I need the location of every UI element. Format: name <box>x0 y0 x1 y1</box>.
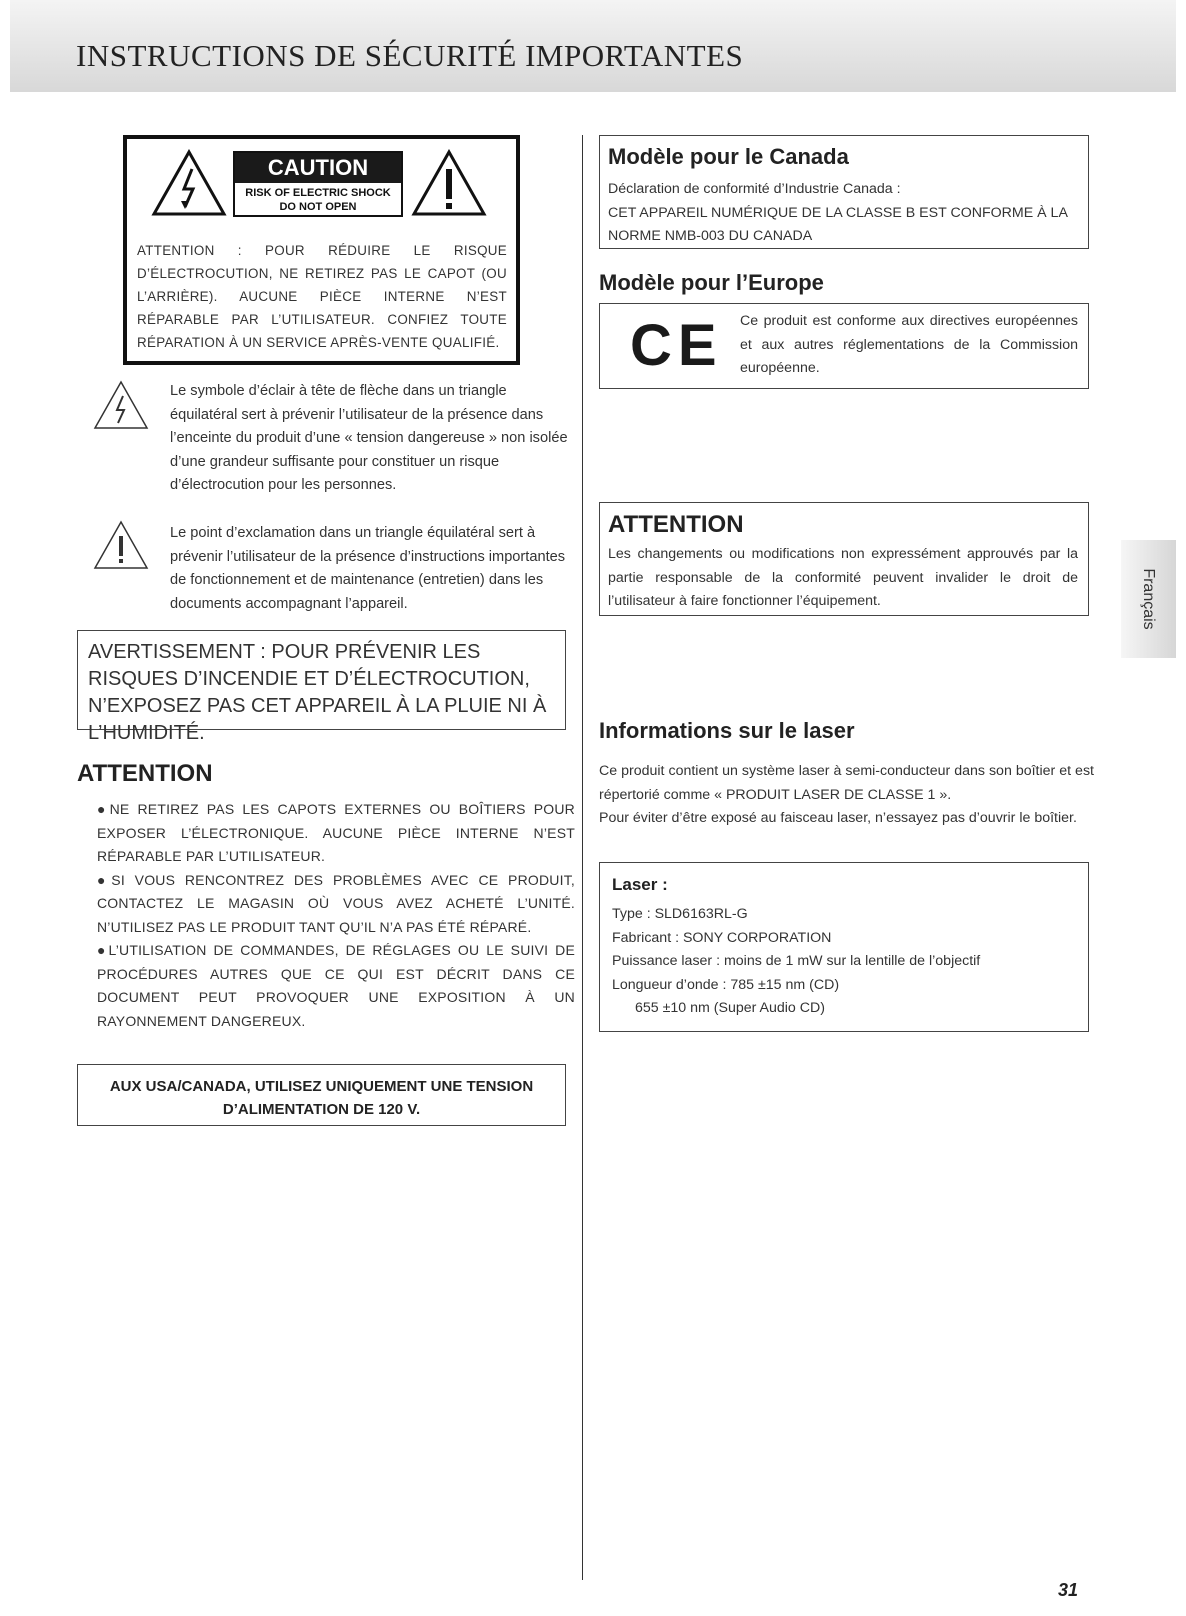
caution-title: CAUTION <box>235 153 401 183</box>
laser-wavelength-2: 655 ±10 nm (Super Audio CD) <box>635 1000 825 1016</box>
column-divider <box>582 135 583 1580</box>
attention-right-heading: ATTENTION <box>608 511 744 538</box>
warning-text: AVERTISSEMENT : POUR PRÉVENIR LES RISQUES D’INCENDIE ET D’ÉLECTROCUTION, N’EXPOSEZ PAS CET APPAREIL À LA PLUIE NI À L’HUMIDITÉ. <box>88 641 547 744</box>
language-tab[interactable] <box>1121 540 1176 658</box>
exclamation-triangle-icon <box>411 149 487 217</box>
laser-power: Puissance laser : moins de 1 mW sur la lentille de l’objectif <box>612 953 981 969</box>
usa-voltage-line-2: D’ALIMENTATION DE 120 V. <box>222 1101 421 1118</box>
usa-voltage-text <box>78 1075 565 1121</box>
canada-box <box>599 135 1089 249</box>
page-header <box>10 0 1176 92</box>
exclamation-symbol-text: Le point d’exclamation dans un triangle équilatéral sert à prévenir l’utilisateur de la présence d’instructions importantes de fonctionnement et de maintenance (entretien) dans les documents accompagnant l’appareil. <box>170 525 566 612</box>
usa-voltage-line-1: AUX USA/CANADA, UTILISEZ UNIQUEMENT UNE TENSION <box>109 1078 534 1095</box>
caution-line-2: DO NOT OPEN <box>279 201 357 213</box>
laser-para-2: Pour éviter d’être exposé au faisceau laser, n’essayez pas d’ouvrir le boîtier. <box>599 810 1077 826</box>
laser-wavelength: Longueur d’onde : 785 ±15 nm (CD) <box>612 976 840 993</box>
attention-right-text: Les changements ou modifications non expressément approuvés par la partie responsable de la conformité peuvent invalider le droit de l’utilisateur à faire fonctionner l’équipement. <box>608 546 1078 609</box>
exclamation-symbol-icon <box>93 520 149 570</box>
attention-bullet-1: ●NE RETIREZ PAS LES CAPOTS EXTERNES OU BOÎTIERS POUR EXPOSER L’ÉLECTRONIQUE. AUCUNE PIÈCE INTERNE N’EST RÉPARABLE PAR L’UTILISATEUR. <box>97 801 575 864</box>
laser-type: Type : SLD6163RL-G <box>612 906 748 922</box>
lightning-symbol-text: Le symbole d’éclair à tête de flèche dans un triangle équilatéral sert à prévenir l’utilisateur de la présence dans l’enceinte du produit d’une « tension dangereuse » non isolée d’une grandeur suffisante pour constituer un risque d’électrocution pour les personnes. <box>170 383 568 493</box>
lightning-triangle-icon <box>151 149 227 217</box>
laser-spec-title: Laser : <box>612 875 668 894</box>
page-title: INSTRUCTIONS DE SÉCURITÉ IMPORTANTES <box>76 38 744 73</box>
caution-label-box <box>123 135 520 365</box>
laser-spec-list <box>612 903 1082 1021</box>
usa-voltage-box <box>77 1064 566 1126</box>
attention-bullet-2: ●SI VOUS RENCONTREZ DES PROBLÈMES AVEC CE PRODUIT, CONTACTEZ LE MAGASIN OÙ VOUS AVEZ ACHETÉ L’UNITÉ. N’UTILISEZ PAS LE PRODUIT TANT QU’IL N’A PAS ÉTÉ RÉPARÉ. <box>97 871 575 935</box>
canada-text <box>608 178 1078 249</box>
europe-text: Ce produit est conforme aux directives européennes et aux autres réglementations de la Commission européenne. <box>740 313 1078 376</box>
ce-mark: CE <box>630 313 723 378</box>
warning-box <box>77 630 566 744</box>
canada-heading: Modèle pour le Canada <box>608 144 849 169</box>
laser-paragraphs <box>599 760 1094 831</box>
attention-right-box <box>599 502 1089 616</box>
laser-maker: Fabricant : SONY CORPORATION <box>612 929 832 946</box>
canada-line-2: CET APPAREIL NUMÉRIQUE DE LA CLASSE B EST CONFORME À LA NORME NMB-003 DU CANADA <box>608 204 1068 244</box>
caution-sign <box>233 151 403 217</box>
attention-bullets <box>97 798 575 1033</box>
attention-bullet-3: ●L’UTILISATION DE COMMANDES, DE RÉGLAGES OU LE SUIVI DE PROCÉDURES AUTRES QUE CE QUI EST DÉCRIT DANS CE DOCUMENT PEUT PROVOQUER UNE EXPOSITION À UN RAYONNEMENT DANGEREUX. <box>97 942 575 1029</box>
caution-text: ATTENTION : POUR RÉDUIRE LE RISQUE D’ÉLECTROCUTION, NE RETIREZ PAS LE CAPOT (OU L’ARRIÈRE). AUCUNE PIÈCE INTERNE N’EST RÉPARABLE PAR L’UTILISATEUR. CONFIEZ TOUTE RÉPARATION À UN SERVICE APRÈS-VENTE QUALIFIÉ. <box>137 243 507 350</box>
laser-spec-box <box>599 862 1089 1032</box>
laser-para-1: Ce produit contient un système laser à semi-conducteur dans son boîtier et est répertorié comme « PRODUIT LASER DE CLASSE 1 ». <box>599 763 1094 803</box>
europe-heading: Modèle pour l’Europe <box>599 270 824 295</box>
canada-line-1: Déclaration de conformité d’Industrie Canada : <box>608 181 901 197</box>
attention-heading: ATTENTION <box>77 760 213 787</box>
europe-box <box>599 303 1089 389</box>
language-tab-label: Français <box>1140 568 1157 630</box>
page-number: 31 <box>1058 1580 1079 1600</box>
caution-line-1: RISK OF ELECTRIC SHOCK <box>245 187 391 199</box>
lightning-symbol-icon <box>93 380 149 430</box>
laser-heading: Informations sur le laser <box>599 718 855 743</box>
